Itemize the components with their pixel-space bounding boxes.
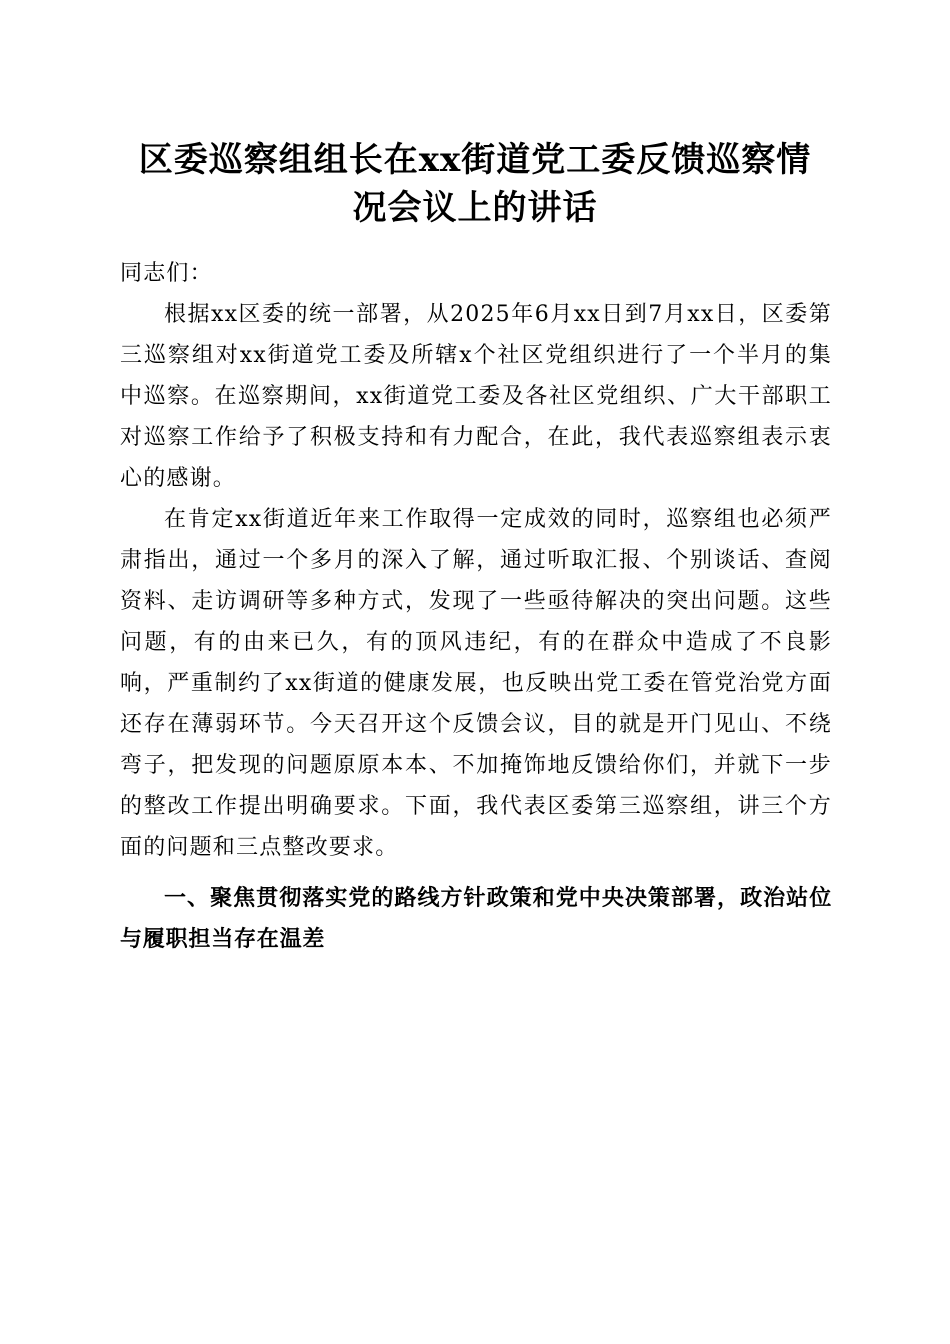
greeting: 同志们： <box>120 261 213 286</box>
document-body <box>120 253 832 960</box>
paragraph-2: 在肯定xx街道近年来工作取得一定成效的同时，巡察组也必须严肃指出，通过一个多月的深入了解，通过听取汇报、个别谈话、查阅资料、走访调研等多种方式，发现了一些亟待解决的突出问题。这些问题，有的由来已久，有的顶风违纪，有的在群众中造成了不良影响，严重制约了xx街道的健康发展，也反映出党工委在管党治党方面还存在薄弱环节。今天召开这个反馈会议，目的就是开门见山、不绕弯子，把发现的问题原原本本、不加掩饰地反馈给你们，并就下一步的整改工作提出明确要求。下面，我代表区委第三巡察组，讲三个方面的问题和三点整改要求。 <box>120 507 832 860</box>
paragraph-1: 根据xx区委的统一部署，从2025年6月xx日到7月xx日，区委第三巡察组对xx街道党工委及所辖x个社区党组织进行了一个半月的集中巡察。在巡察期间，xx街道党工委及各社区党组织、广大干部职工对巡察工作给予了积极支持和有力配合，在此，我代表巡察组表示衷心的感谢。 <box>120 302 832 491</box>
section-heading-1: 一、聚焦贯彻落实党的路线方针政策和党中央决策部署，政治站位与履职担当存在温差 <box>120 886 832 952</box>
document-title <box>120 136 830 232</box>
title-line-2: 况会议上的讲话 <box>352 188 598 228</box>
title-line-1: 区委巡察组组长在xx街道党工委反馈巡察情 <box>138 140 812 180</box>
